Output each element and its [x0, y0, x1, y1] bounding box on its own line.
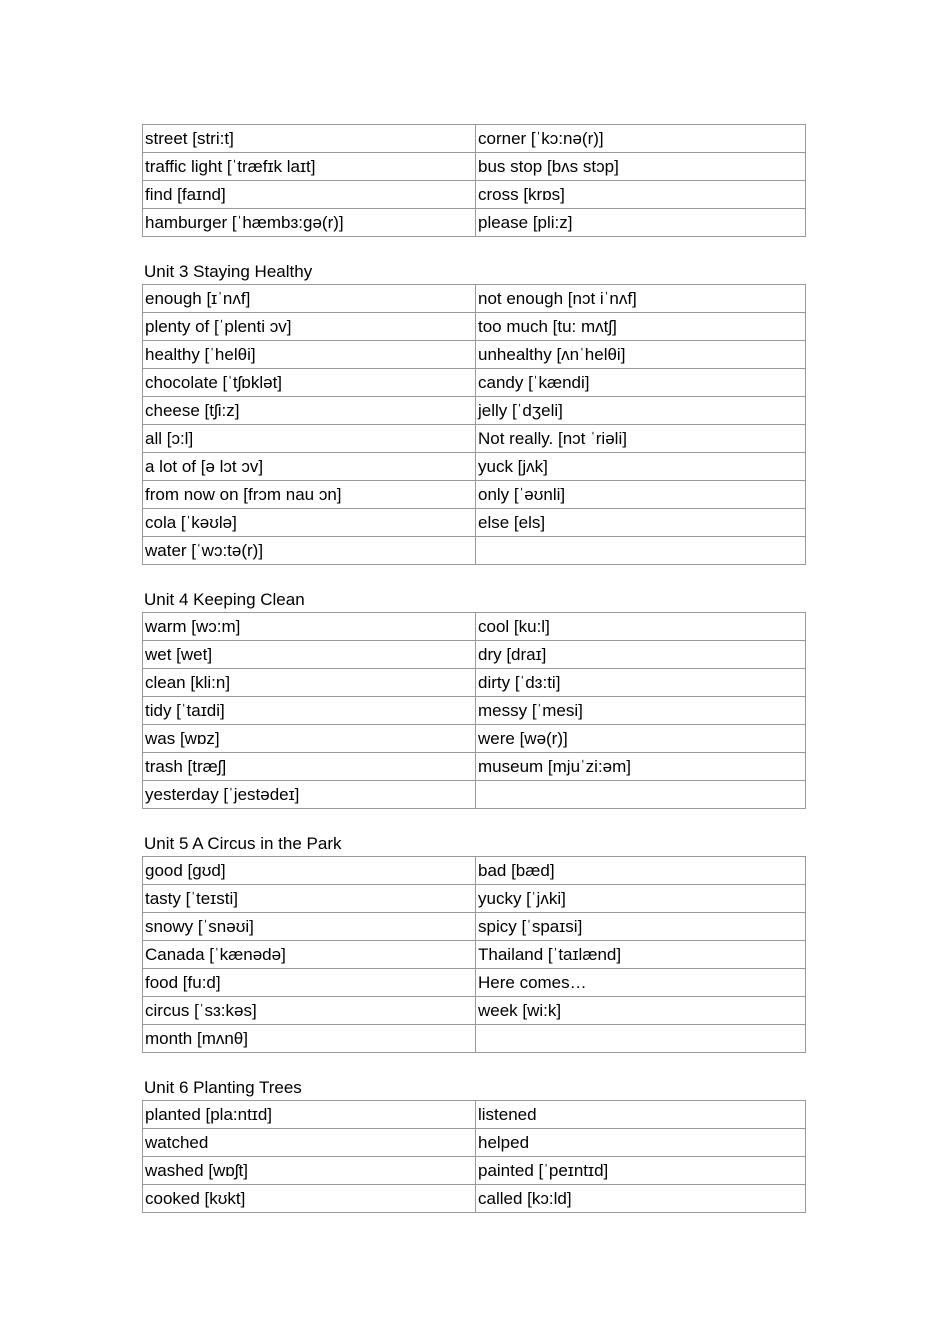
vocab-cell: not enough [nɔt iˈnʌf] [476, 285, 806, 313]
vocab-cell: tidy [ˈtaɪdi] [143, 697, 476, 725]
vocab-cell: trash [træʃ] [143, 753, 476, 781]
vocab-cell [476, 1025, 806, 1053]
table-row [143, 1129, 806, 1157]
vocab-cell: else [els] [476, 509, 806, 537]
vocab-cell: hamburger [ˈhæmbɜ:gə(r)] [143, 209, 476, 237]
vocab-cell: circus [ˈsɜ:kəs] [143, 997, 476, 1025]
table-row [143, 641, 806, 669]
vocab-cell: enough [ɪˈnʌf] [143, 285, 476, 313]
vocab-cell: healthy [ˈhelθi] [143, 341, 476, 369]
table-row [143, 313, 806, 341]
vocab-cell: chocolate [ˈtʃɒklət] [143, 369, 476, 397]
vocab-cell: planted [pla:ntɪd] [143, 1101, 476, 1129]
vocab-table [142, 1100, 806, 1213]
table-row [143, 1025, 806, 1053]
table-row [143, 669, 806, 697]
table-row [143, 481, 806, 509]
table-row [143, 285, 806, 313]
vocab-cell: yucky [ˈjʌki] [476, 885, 806, 913]
vocab-cell: only [ˈəʊnli] [476, 481, 806, 509]
vocab-cell: all [ɔ:l] [143, 425, 476, 453]
vocab-cell: watched [143, 1129, 476, 1157]
table-row [143, 369, 806, 397]
vocab-cell: jelly [ˈdʒeli] [476, 397, 806, 425]
vocab-cell: bus stop [bʌs stɔp] [476, 153, 806, 181]
table-row [143, 125, 806, 153]
table-row [143, 941, 806, 969]
vocab-cell: helped [476, 1129, 806, 1157]
vocab-cell: traffic light [ˈtræfɪk laɪt] [143, 153, 476, 181]
table-row [143, 613, 806, 641]
vocab-section [142, 832, 806, 1053]
vocab-cell [476, 781, 806, 809]
vocab-cell: find [faɪnd] [143, 181, 476, 209]
vocab-section [142, 260, 806, 565]
vocab-cell: cola [ˈkəʊlə] [143, 509, 476, 537]
table-row [143, 209, 806, 237]
vocab-cell: dry [draɪ] [476, 641, 806, 669]
vocab-cell: cheese [tʃi:z] [143, 397, 476, 425]
section-title: Unit 3 Staying Healthy [144, 262, 313, 281]
vocab-cell: cross [krɒs] [476, 181, 806, 209]
vocab-cell: were [wə(r)] [476, 725, 806, 753]
vocab-cell: spicy [ˈspaɪsi] [476, 913, 806, 941]
vocab-cell: unhealthy [ʌnˈhelθi] [476, 341, 806, 369]
vocab-cell: candy [ˈkændi] [476, 369, 806, 397]
vocab-cell: corner [ˈkɔ:nə(r)] [476, 125, 806, 153]
vocab-cell: messy [ˈmesi] [476, 697, 806, 725]
vocab-cell: food [fu:d] [143, 969, 476, 997]
vocab-cell: good [gʊd] [143, 857, 476, 885]
vocab-cell: street [stri:t] [143, 125, 476, 153]
vocab-cell: month [mʌnθ] [143, 1025, 476, 1053]
table-row [143, 697, 806, 725]
vocab-cell: bad [bæd] [476, 857, 806, 885]
vocab-cell: yesterday [ˈjestədeɪ] [143, 781, 476, 809]
vocab-cell: from now on [frɔm nau ɔn] [143, 481, 476, 509]
vocab-section [142, 588, 806, 809]
vocab-cell: cool [ku:l] [476, 613, 806, 641]
vocab-cell: was [wɒz] [143, 725, 476, 753]
vocab-cell: called [kɔ:ld] [476, 1185, 806, 1213]
vocab-table [142, 124, 806, 237]
table-row [143, 913, 806, 941]
table-row [143, 997, 806, 1025]
vocab-cell: cooked [kʊkt] [143, 1185, 476, 1213]
vocab-section [142, 124, 806, 237]
vocab-cell [476, 537, 806, 565]
table-row [143, 341, 806, 369]
vocabulary-document [142, 124, 806, 1213]
table-row [143, 725, 806, 753]
vocab-cell: Not really. [nɔt ˈriəli] [476, 425, 806, 453]
table-row [143, 537, 806, 565]
vocab-cell: week [wi:k] [476, 997, 806, 1025]
table-row [143, 153, 806, 181]
section-title: Unit 4 Keeping Clean [144, 590, 305, 609]
vocab-cell: clean [kli:n] [143, 669, 476, 697]
vocab-cell: water [ˈwɔ:tə(r)] [143, 537, 476, 565]
table-row [143, 1185, 806, 1213]
vocab-cell: warm [wɔ:m] [143, 613, 476, 641]
table-row [143, 453, 806, 481]
table-row [143, 1157, 806, 1185]
vocab-cell: dirty [ˈdɜ:ti] [476, 669, 806, 697]
vocab-cell: Thailand [ˈtaɪlænd] [476, 941, 806, 969]
vocab-section [142, 1076, 806, 1213]
vocab-cell: museum [mjuˈzi:əm] [476, 753, 806, 781]
table-row [143, 753, 806, 781]
table-row [143, 857, 806, 885]
table-row [143, 425, 806, 453]
table-row [143, 509, 806, 537]
vocab-cell: too much [tu: mʌtʃ] [476, 313, 806, 341]
vocab-cell: wet [wet] [143, 641, 476, 669]
vocab-table [142, 284, 806, 565]
vocab-cell: Canada [ˈkænədə] [143, 941, 476, 969]
vocab-table [142, 612, 806, 809]
table-row [143, 397, 806, 425]
table-row [143, 781, 806, 809]
vocab-cell: snowy [ˈsnəʊi] [143, 913, 476, 941]
vocab-cell: washed [wɒʃt] [143, 1157, 476, 1185]
table-row [143, 1101, 806, 1129]
vocab-cell: please [pli:z] [476, 209, 806, 237]
table-row [143, 181, 806, 209]
section-title: Unit 5 A Circus in the Park [144, 834, 342, 853]
table-row [143, 885, 806, 913]
vocab-cell: plenty of [ˈplenti ɔv] [143, 313, 476, 341]
vocab-cell: yuck [jʌk] [476, 453, 806, 481]
section-title: Unit 6 Planting Trees [144, 1078, 302, 1097]
vocab-cell: tasty [ˈteɪsti] [143, 885, 476, 913]
vocab-cell: listened [476, 1101, 806, 1129]
table-row [143, 969, 806, 997]
vocab-cell: painted [ˈpeɪntɪd] [476, 1157, 806, 1185]
vocab-cell: Here comes… [476, 969, 806, 997]
vocab-table [142, 856, 806, 1053]
vocab-cell: a lot of [ə lɔt ɔv] [143, 453, 476, 481]
